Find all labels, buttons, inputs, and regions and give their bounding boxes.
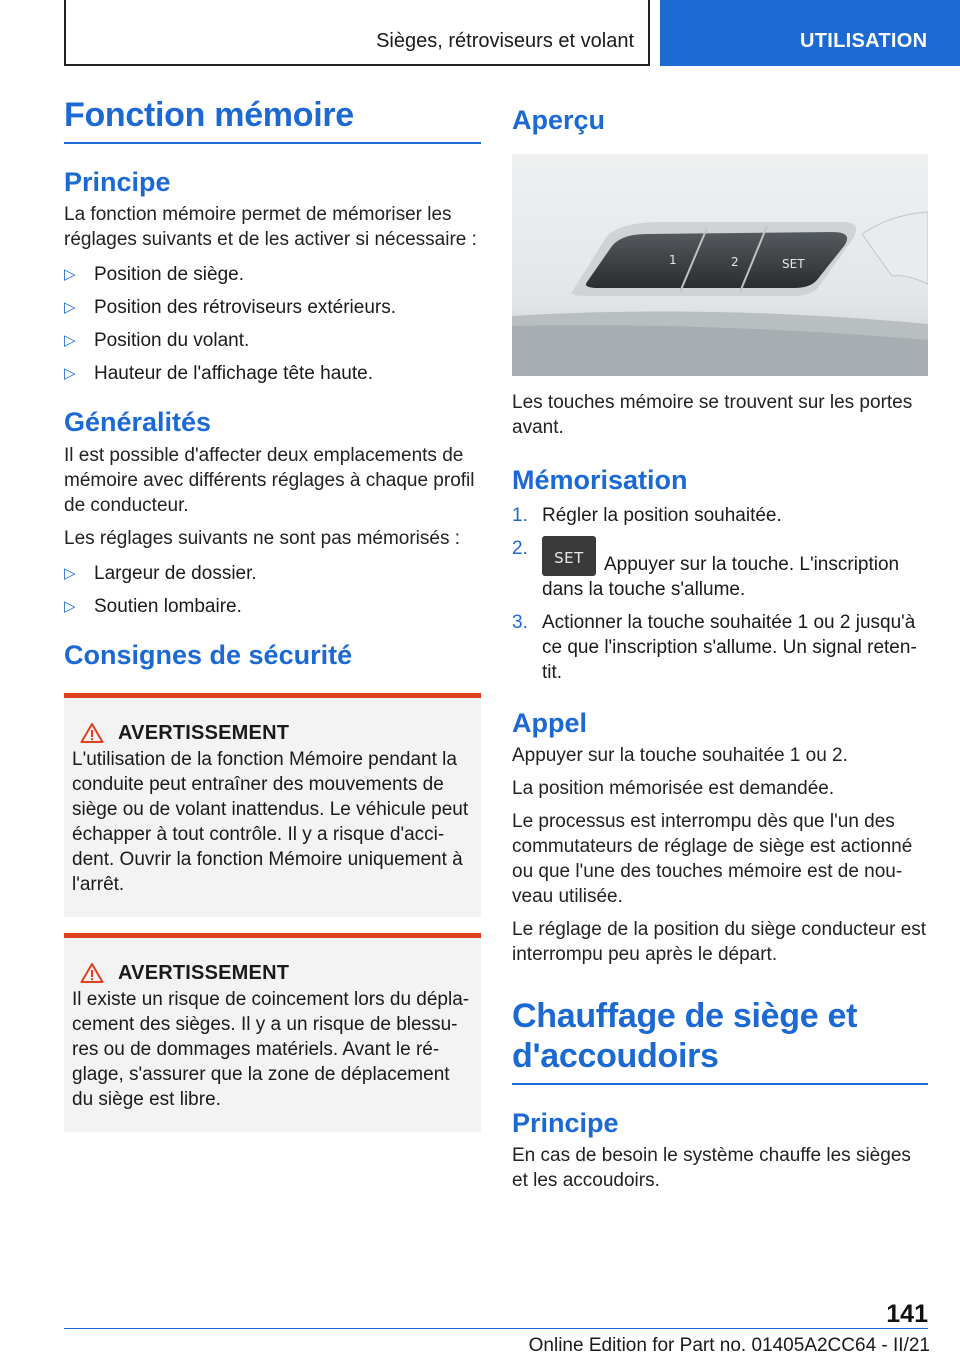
consignes-heading: Consignes de sécurité (64, 639, 353, 670)
memorisation-steps (512, 503, 928, 685)
bullet-triangle-icon: ▷ (64, 299, 76, 317)
photo-button-1-label: 1 (669, 253, 677, 268)
list-item: ▷ Largeur de dossier. (64, 562, 257, 584)
chauffage-principe-heading: Principe (512, 1107, 619, 1138)
memory-buttons-photo (512, 154, 928, 376)
not-memorized-list (64, 561, 481, 619)
apercu-caption: Les touches mémoire se trouvent sur les portes avant. (512, 392, 913, 439)
chauffage-title: Chauffage de siège et d'accoudoirs (512, 997, 928, 1085)
bullet-triangle-icon: ▷ (64, 266, 76, 284)
bullet-triangle-icon: ▷ (64, 332, 76, 350)
warning-title: AVERTISSEMENT (118, 961, 290, 984)
photo-button-2-label: 2 (731, 255, 739, 270)
warning-text: L'utilisation de la fonction Mémoire pendant la conduite peut entraîner des mouvements de siège ou de volant inattendus. Le véhicule peut échapper à tout contrôle. Il y a risque d'accident. Ouvrir la fonction Mémoire uniquement à l'arrêt. (72, 748, 469, 895)
warning-box (64, 933, 481, 1132)
appel-heading: Appel (512, 707, 588, 738)
appel-text-4: Le réglage de la position du siège conducteur est interrompu peu après le départ. (512, 919, 927, 966)
apercu-heading: Aperçu (512, 105, 606, 135)
bullet-triangle-icon: ▷ (64, 365, 76, 383)
warning-triangle-icon (80, 962, 104, 984)
memorized-settings-list (64, 262, 481, 386)
appel-text-2: La position mémorisée est demandée. (512, 778, 835, 800)
warning-text: Il existe un risque de coincement lors du déplacement des sièges. Il y a un risque de blessures ou de dommages matériels. Avant le réglage, s'assurer que la zone de déplacement du siège est libre. (72, 988, 470, 1110)
page-title: Fonction mémoire (64, 96, 481, 144)
generalites-heading: Généralités (64, 407, 212, 438)
warning-title: AVERTISSEMENT (118, 721, 290, 744)
warning-box (64, 693, 481, 917)
footer-edition: Online Edition for Part no. 01405A2CC64 - II/21 (528, 1335, 930, 1356)
footer-divider (64, 1328, 928, 1329)
page-number: 141 (886, 1300, 928, 1328)
list-item: ▷ Position du volant. (64, 330, 250, 352)
bullet-triangle-icon: ▷ (64, 564, 76, 582)
generalites-text: Il est possible d'affecter deux emplacements de mémoire avec différents réglages à chaque profil de conducteur. (64, 444, 475, 516)
right-column (512, 96, 928, 1193)
principe-heading: Principe (64, 166, 171, 197)
header-section-box (64, 0, 650, 66)
list-item: ▷ Soutien lombaire. (64, 595, 242, 617)
memorisation-heading: Mémorisation (512, 465, 688, 496)
list-item: 3. Actionner la touche souhaitée 1 ou 2 jusqu'à ce que l'inscription s'allume. Un signal retentit. (512, 611, 917, 683)
set-button-icon: SET (542, 536, 596, 576)
warning-triangle-icon (80, 722, 104, 744)
list-item: ▷ Position de siège. (64, 264, 244, 286)
photo-button-set-label: SET (782, 257, 805, 272)
list-item: 2. SET Appuyer sur la touche. L'inscription dans la touche s'allume. (512, 537, 900, 600)
generalites-text-2: Les réglages suivants ne sont pas mémorisés : (64, 527, 461, 549)
principe-text: La fonction mémoire permet de mémoriser les réglages suivants et de les activer si nécessaire : (64, 204, 477, 251)
appel-text: Appuyer sur la touche souhaitée 1 ou 2. (512, 745, 848, 767)
left-column (64, 96, 481, 1132)
chauffage-text: En cas de besoin le système chauffe les sièges et les accoudoirs. (512, 1145, 911, 1192)
bullet-triangle-icon: ▷ (64, 597, 76, 615)
list-item: ▷ Position des rétroviseurs extérieurs. (64, 297, 397, 319)
header-chapter-tab (660, 0, 960, 66)
header-chapter-title: UTILISATION (800, 30, 928, 52)
header-section-title: Sièges, rétroviseurs et volant (376, 30, 634, 52)
list-item: 1. Régler la position souhaitée. (512, 504, 782, 526)
list-item: ▷ Hauteur de l'affichage tête haute. (64, 363, 373, 385)
appel-text-3: Le processus est interrompu dès que l'un des commutateurs de réglage de siège est actionné ou que l'une des touches mémoire est de nouveau utilisée. (512, 811, 913, 908)
